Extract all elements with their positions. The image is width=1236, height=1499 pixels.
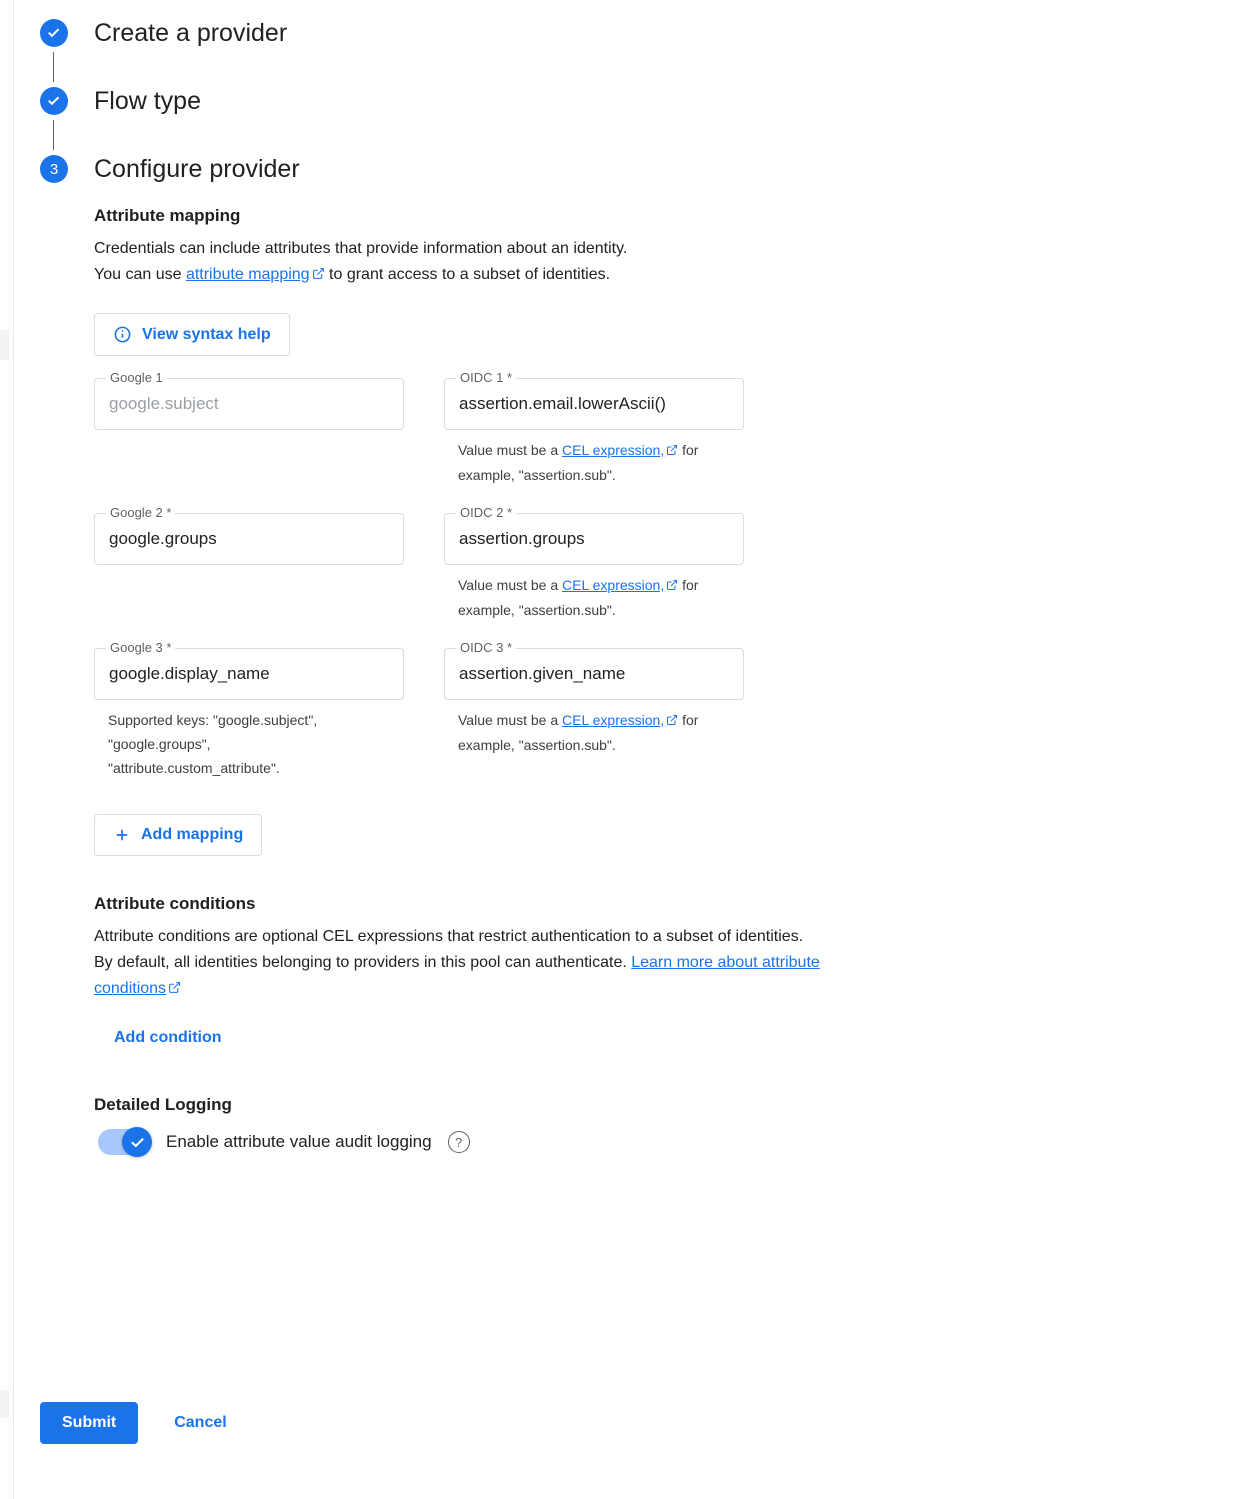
info-icon	[113, 325, 132, 344]
oidc-3-helper-text	[458, 708, 728, 757]
submit-button[interactable]: Submit	[40, 1402, 138, 1444]
google-2-field[interactable]	[94, 505, 404, 565]
view-syntax-help-button[interactable]	[94, 313, 290, 356]
step-1-check-icon	[40, 19, 68, 47]
mapping-row-spacer-2	[94, 622, 1140, 648]
detailed-logging-section	[94, 1095, 1140, 1155]
toggle-knob-check-icon	[122, 1127, 152, 1157]
external-link-icon	[666, 709, 678, 733]
wizard-footer	[40, 1402, 245, 1444]
google-3-field[interactable]	[94, 640, 404, 700]
google-1-value: google.subject	[109, 394, 219, 413]
google-1-field[interactable]	[94, 370, 404, 430]
step-3-number-badge: 3	[40, 155, 68, 183]
attribute-mapping-description	[94, 236, 824, 289]
oidc-1-label: OIDC 1 *	[456, 370, 516, 386]
step-connector-1	[53, 52, 54, 82]
mapping-row-1	[94, 370, 1140, 487]
attribute-mapping-heading: Attribute mapping	[94, 206, 241, 225]
external-link-icon	[666, 439, 678, 463]
mapping-row-2-google-column	[94, 505, 404, 622]
add-mapping-button[interactable]	[94, 814, 262, 856]
step-configure-provider	[40, 150, 1140, 188]
attribute-conditions-desc-pre: Attribute conditions are optional CEL expressions that restrict authentication to a subset of identities. By default, all identities belonging to providers in this pool can authenticate.	[94, 928, 804, 971]
google-3-helper-text: Supported keys: "google.subject", "google.groups", "attribute.custom_attribute".	[108, 712, 318, 776]
oidc-3-value: assertion.given_name	[459, 664, 626, 683]
cancel-button[interactable]: Cancel	[156, 1402, 244, 1444]
mapping-row-3-oidc-column	[444, 640, 744, 780]
attribute-conditions-description	[94, 924, 824, 1003]
attribute-mapping-desc-post: to grant access to a subset of identities.	[324, 266, 611, 283]
google-3-label: Google 3 *	[106, 640, 175, 656]
step-flow-type[interactable]	[40, 82, 1140, 120]
oidc-3-helper-pre: Value must be a	[458, 712, 563, 728]
mapping-row-spacer-1	[94, 487, 1140, 513]
left-edge-divider	[13, 0, 14, 1499]
cel-expression-link-2[interactable]: CEL expression,	[562, 577, 665, 593]
google-3-value: google.display_name	[109, 664, 270, 683]
step-2-check-icon	[40, 87, 68, 115]
add-condition-button[interactable]: Add condition	[114, 1029, 222, 1046]
attribute-mapping-doc-link[interactable]: attribute mapping	[185, 266, 310, 283]
audit-logging-toggle-row	[98, 1129, 1140, 1155]
step-1-title: Create a provider	[94, 19, 288, 47]
plus-icon	[113, 826, 131, 844]
mapping-row-2-oidc-column	[444, 505, 744, 622]
oidc-3-field[interactable]	[444, 640, 744, 700]
cel-expression-link-1[interactable]: CEL expression,	[562, 442, 665, 458]
mapping-row-3	[94, 640, 1140, 780]
attribute-conditions-section	[94, 894, 1140, 1047]
attribute-conditions-heading: Attribute conditions	[94, 894, 256, 913]
mapping-row-1-google-column	[94, 370, 404, 487]
oidc-2-value: assertion.groups	[459, 529, 585, 548]
oidc-2-helper-text	[458, 573, 728, 622]
step-connector-2	[53, 120, 54, 150]
google-1-label: Google 1	[106, 370, 167, 386]
configure-provider-panel	[94, 188, 1140, 1155]
external-link-icon	[312, 263, 325, 289]
step-create-a-provider[interactable]	[40, 14, 1140, 52]
google-2-value: google.groups	[109, 529, 217, 548]
oidc-2-helper-pre: Value must be a	[458, 577, 563, 593]
cel-expression-link-3[interactable]: CEL expression,	[562, 712, 665, 728]
help-icon[interactable]: ?	[448, 1131, 470, 1153]
attribute-mapping-desc-pre: You can use	[94, 266, 186, 283]
oidc-1-helper-post: for example, "assertion.sub".	[458, 442, 699, 483]
oidc-1-value: assertion.email.lowerAscii()	[459, 394, 666, 413]
oidc-2-helper-post: for example, "assertion.sub".	[458, 577, 699, 618]
detailed-logging-heading: Detailed Logging	[94, 1095, 232, 1114]
step-3-title: Configure provider	[94, 155, 300, 183]
oidc-1-helper-pre: Value must be a	[458, 442, 563, 458]
audit-logging-toggle-label: Enable attribute value audit logging	[166, 1132, 432, 1151]
mapping-row-2	[94, 505, 1140, 622]
external-link-icon	[168, 977, 181, 1003]
wizard-stepper	[40, 14, 1140, 1155]
view-syntax-help-label: View syntax help	[142, 325, 271, 343]
left-edge-sliver-top	[0, 330, 9, 360]
attribute-mapping-desc-line1: Credentials can include attributes that provide information about an identity.	[94, 240, 628, 257]
oidc-1-field[interactable]	[444, 370, 744, 430]
google-2-label: Google 2 *	[106, 505, 175, 521]
attribute-mapping-rows	[94, 370, 1140, 780]
add-mapping-label: Add mapping	[141, 826, 244, 843]
oidc-3-helper-post: for example, "assertion.sub".	[458, 712, 699, 753]
oidc-2-label: OIDC 2 *	[456, 505, 516, 521]
attribute-conditions-doc-link[interactable]: Learn more about attribute conditions	[94, 954, 820, 997]
mapping-row-3-google-column	[94, 640, 404, 780]
oidc-1-helper-text	[458, 438, 728, 487]
left-edge-sliver-bottom	[0, 1390, 9, 1418]
oidc-2-field[interactable]	[444, 505, 744, 565]
external-link-icon	[666, 574, 678, 598]
step-2-title: Flow type	[94, 87, 201, 115]
oidc-3-label: OIDC 3 *	[456, 640, 516, 656]
mapping-row-1-oidc-column	[444, 370, 744, 487]
add-mapping-wrap	[94, 814, 1140, 856]
audit-logging-toggle[interactable]	[98, 1129, 150, 1155]
